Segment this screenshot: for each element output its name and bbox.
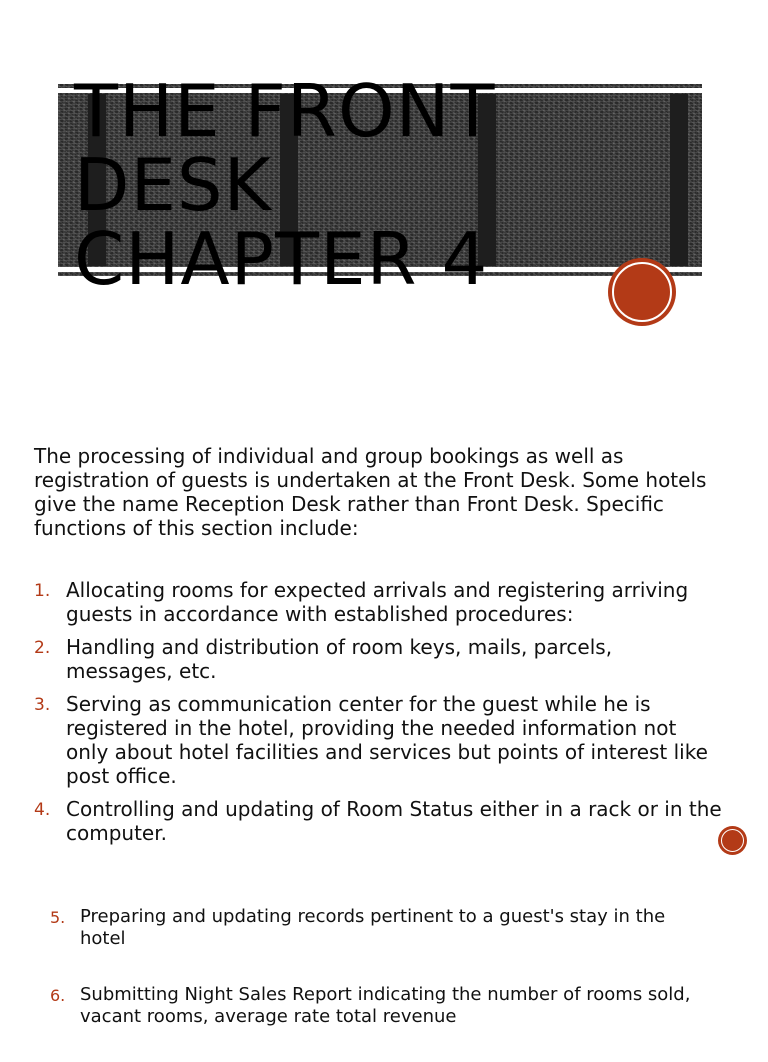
slide-title — [74, 69, 496, 301]
list-item — [34, 635, 724, 683]
title-line-3: CHAPTER 4 — [74, 217, 489, 301]
functions-list-continued — [50, 906, 710, 1062]
list-item-text: Serving as communication center for the guest while he is registered in the hotel, providing the needed information not only about hotel facilities and services but points of interest like post office. — [66, 692, 708, 788]
accent-circle-small-icon — [718, 826, 747, 855]
list-item — [34, 797, 724, 845]
list-item — [50, 984, 710, 1028]
list-item-text: Preparing and updating records pertinent to a guest's stay in the hotel — [80, 906, 666, 949]
list-item-text: Submitting Night Sales Report indicating the number of rooms sold, vacant rooms, average rate total revenue — [80, 984, 691, 1027]
list-item — [34, 578, 724, 626]
list-item-text: Handling and distribution of room keys, mails, parcels, messages, etc. — [66, 635, 613, 683]
list-item-number: 4. — [34, 800, 51, 820]
title-line-2: DESK — [74, 143, 272, 227]
list-item-number: 5. — [50, 908, 66, 927]
list-item-number: 2. — [34, 638, 51, 658]
list-item-text: Controlling and updating of Room Status either in a rack or in the computer. — [66, 797, 722, 845]
banner-stripe — [670, 94, 688, 266]
list-item-text: Allocating rooms for expected arrivals and registering arriving guests in accordance with established procedures: — [66, 578, 689, 626]
list-item-number: 1. — [34, 581, 51, 601]
title-line-1: THE FRONT — [74, 69, 496, 153]
accent-circle-icon — [608, 258, 676, 326]
list-item — [50, 906, 710, 950]
list-item-number: 3. — [34, 695, 51, 715]
intro-paragraph: The processing of individual and group bookings as well as registration of guests is undertaken at the Front Desk. Some hotels give the name Reception Desk rather than Front Desk. Specific functions of this section include: — [34, 444, 707, 540]
list-item-number: 6. — [50, 986, 66, 1005]
functions-list — [34, 578, 724, 866]
list-item — [34, 692, 724, 788]
